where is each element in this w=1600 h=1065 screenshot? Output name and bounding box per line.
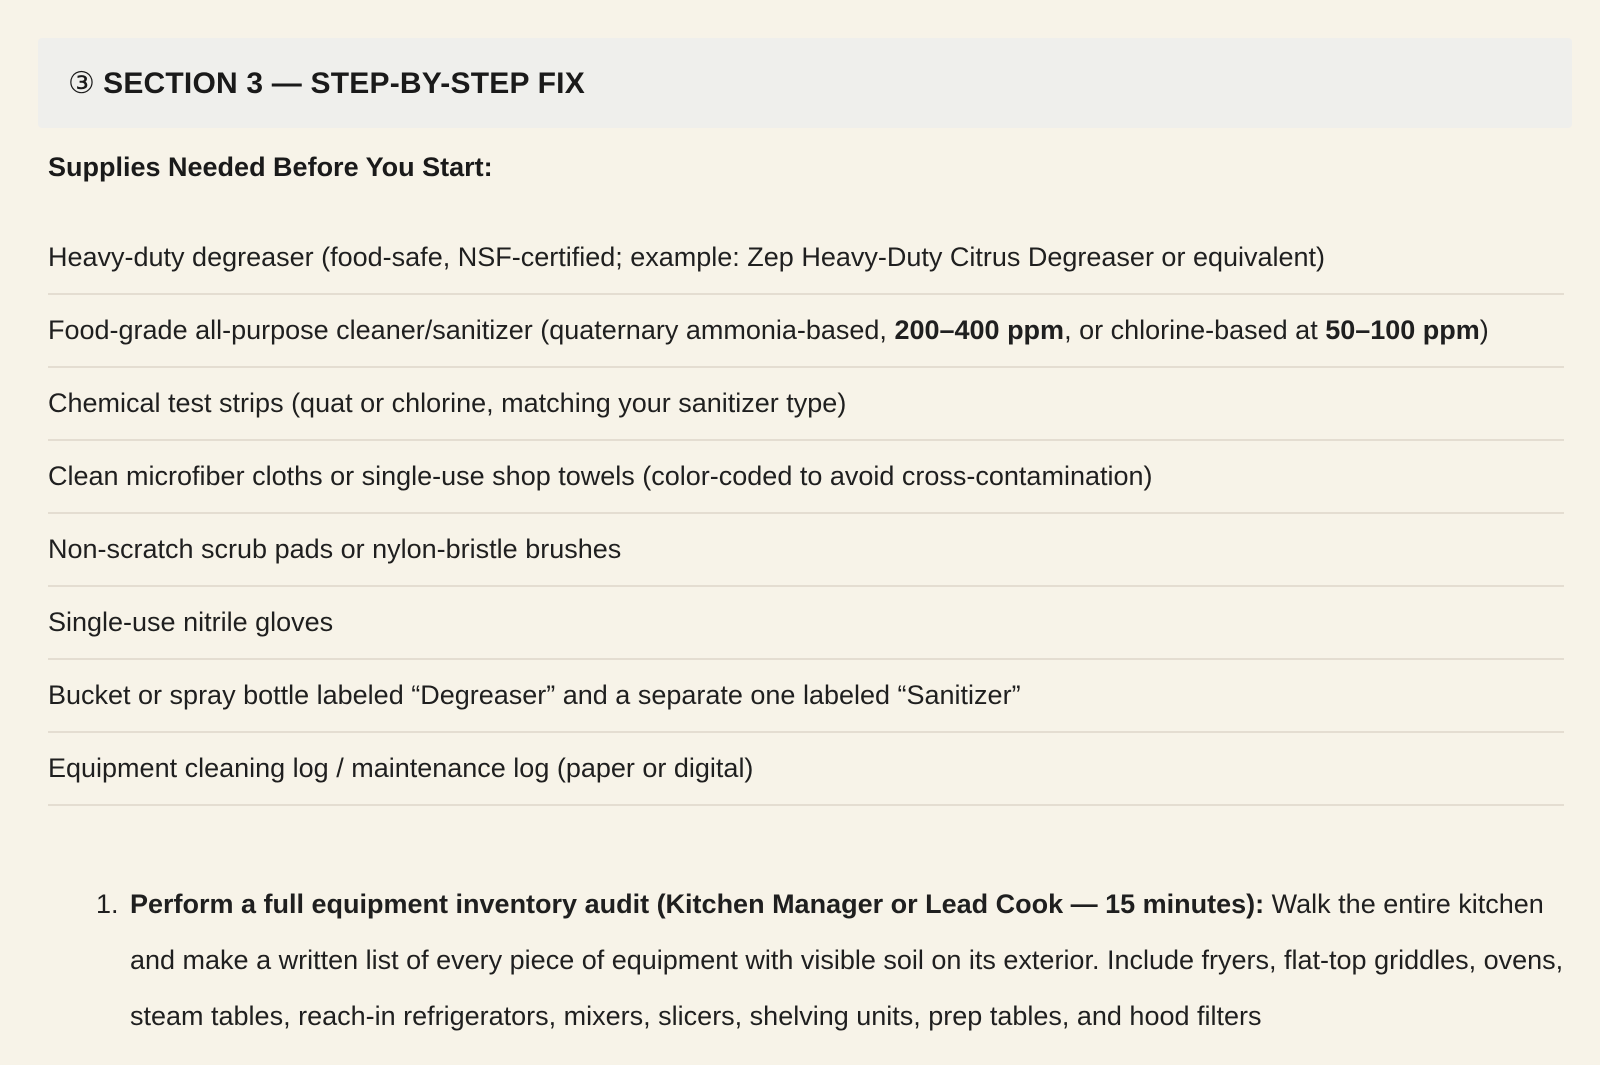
section-title (68, 66, 585, 101)
supply-item: Non-scratch scrub pads or nylon-bristle brushes (48, 514, 1564, 587)
supply-item: Bucket or spray bottle labeled “Degreaser” and a separate one labeled “Sanitizer” (48, 660, 1564, 733)
steps-list (48, 876, 1564, 1044)
supply-item: Chemical test strips (quat or chlorine, matching your sanitizer type) (48, 368, 1564, 441)
chlorine-concentration: 50–100 ppm (1325, 315, 1480, 345)
step-item (48, 876, 1564, 1044)
supplies-list (48, 222, 1564, 806)
supply-text: Food-grade all-purpose cleaner/sanitizer (quaternary ammonia-based, (48, 315, 895, 345)
step-heading: Perform a full equipment inventory audit (Kitchen Manager or Lead Cook — 15 minutes): (130, 889, 1265, 919)
supply-text: , or chlorine-based at (1064, 315, 1326, 345)
supply-item (48, 295, 1564, 368)
supply-item: Clean microfiber cloths or single-use shop towels (color-coded to avoid cross-contamination) (48, 441, 1564, 514)
section-header (38, 38, 1572, 128)
step-number: 1. (96, 889, 119, 919)
step-body: Walk the entire kitchen and make a written list of every piece of equipment with visible soil on its exterior. Include fryers, flat-top griddles, ovens, steam tables, reach-in refrigerators, mixers, slicers, shelving units, prep tables, and hood filters (130, 889, 1564, 1031)
section-title-text: SECTION 3 — STEP-BY-STEP FIX (103, 66, 585, 100)
supply-item: Heavy-duty degreaser (food-safe, NSF-certified; example: Zep Heavy-Duty Citrus Degreaser or equivalent) (48, 222, 1564, 295)
supply-item: Equipment cleaning log / maintenance log (paper or digital) (48, 733, 1564, 806)
supply-item: Single-use nitrile gloves (48, 587, 1564, 660)
supplies-heading: Supplies Needed Before You Start: (48, 152, 493, 182)
quat-concentration: 200–400 ppm (894, 315, 1065, 345)
section-number-icon: ③ (68, 66, 96, 100)
supply-text: ) (1479, 315, 1489, 345)
